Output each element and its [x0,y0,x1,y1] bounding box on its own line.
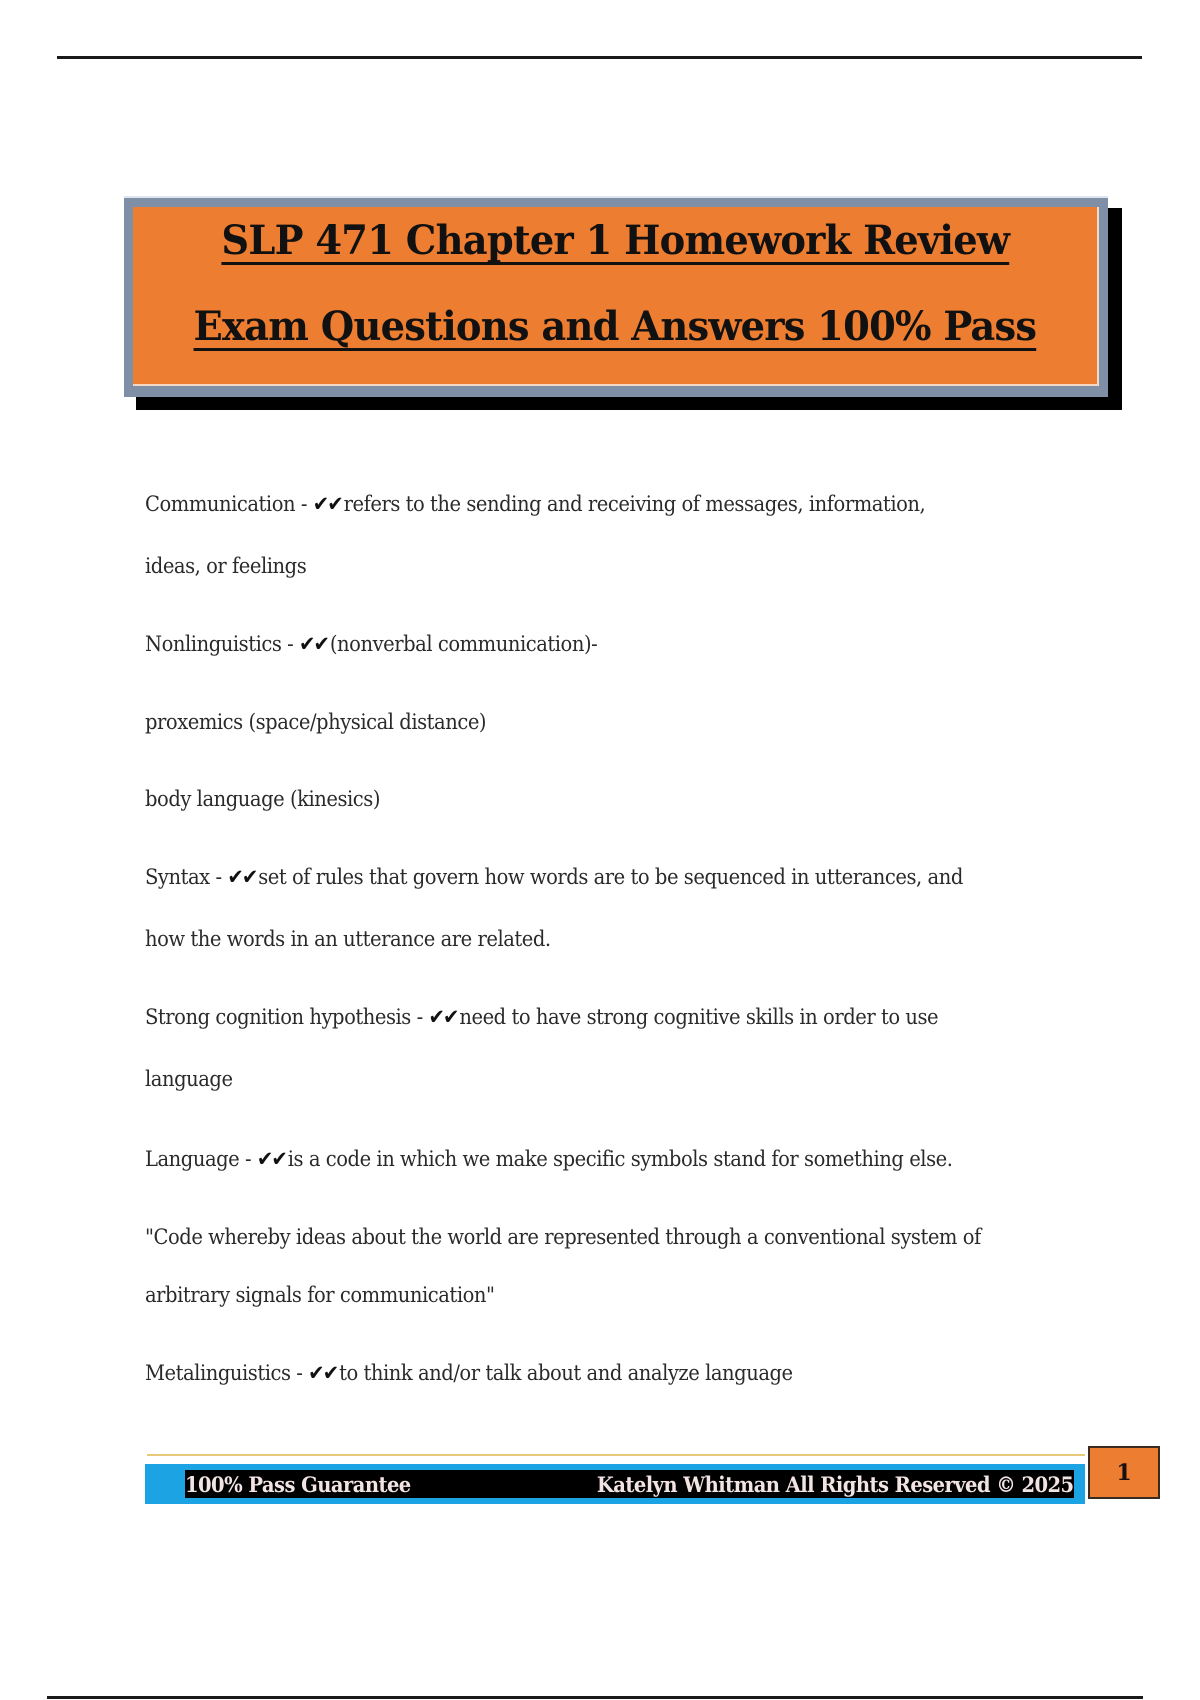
entry-strong-cognition-continuation: language [145,1067,233,1091]
entry-term: Metalinguistics [145,1361,291,1385]
double-check-icon: ✔✔ [308,1361,338,1385]
entry-term: Strong cognition hypothesis [145,1005,411,1029]
entry-language-quote-continuation: arbitrary signals for communication" [145,1283,495,1307]
entry-metalinguistics [145,1361,793,1385]
double-check-icon: ✔✔ [428,1005,458,1029]
bottom-rule [47,1696,1143,1699]
footer-rule [147,1454,1085,1456]
entry-language-quote: "Code whereby ideas about the world are represented through a conventional system of [145,1225,981,1249]
page-number-box [1088,1446,1160,1499]
entry-answer: (nonverbal communication)- [329,632,598,656]
entry-answer: is a code in which we make specific symbols stand for something else. [287,1147,953,1171]
title-frame [124,196,1108,397]
title-line-1: SLP 471 Chapter 1 Homework Review [221,217,1009,264]
separator: - [295,492,313,516]
entry-strong-cognition-hypothesis [145,1005,938,1029]
entry-term: Communication [145,492,296,516]
page-number: 1 [1116,1459,1132,1486]
footer-guarantee: 100% Pass Guarantee [185,1471,411,1497]
double-check-icon: ✔✔ [299,632,329,656]
entry-syntax-continuation: how the words in an utterance are related. [145,927,551,951]
title-line-2: Exam Questions and Answers 100% Pass [193,303,1037,350]
separator: - [209,865,228,889]
double-check-icon: ✔✔ [312,492,342,516]
separator: - [281,632,300,656]
double-check-icon: ✔✔ [227,865,257,889]
separator: - [290,1361,309,1385]
entry-syntax [145,865,963,889]
entry-communication-continuation: ideas, or feelings [145,554,307,578]
separator: - [410,1005,429,1029]
top-rule [57,56,1142,59]
entry-proxemics: proxemics (space/physical distance) [145,710,487,734]
title-banner [124,196,1108,397]
title-box [133,207,1099,386]
footer-text-band [185,1470,1074,1498]
entry-term: Syntax [145,865,210,889]
entry-body-language: body language (kinesics) [145,787,380,811]
double-check-icon: ✔✔ [256,1147,286,1171]
footer-bar [145,1464,1085,1504]
entry-term: Language [145,1147,240,1171]
entry-communication [145,492,925,516]
entry-language [145,1147,952,1171]
separator: - [239,1147,257,1171]
entry-term: Nonlinguistics [145,632,282,656]
footer-copyright: Katelyn Whitman All Rights Reserved © 2025 [597,1471,1074,1497]
entry-nonlinguistics [145,632,597,656]
entry-answer: need to have strong cognitive skills in order to use [459,1005,939,1029]
entry-answer: set of rules that govern how words are to be sequenced in utterances, and [258,865,963,889]
entry-answer: to think and/or talk about and analyze language [339,1361,793,1385]
entry-answer: refers to the sending and receiving of messages, information, [343,492,926,516]
